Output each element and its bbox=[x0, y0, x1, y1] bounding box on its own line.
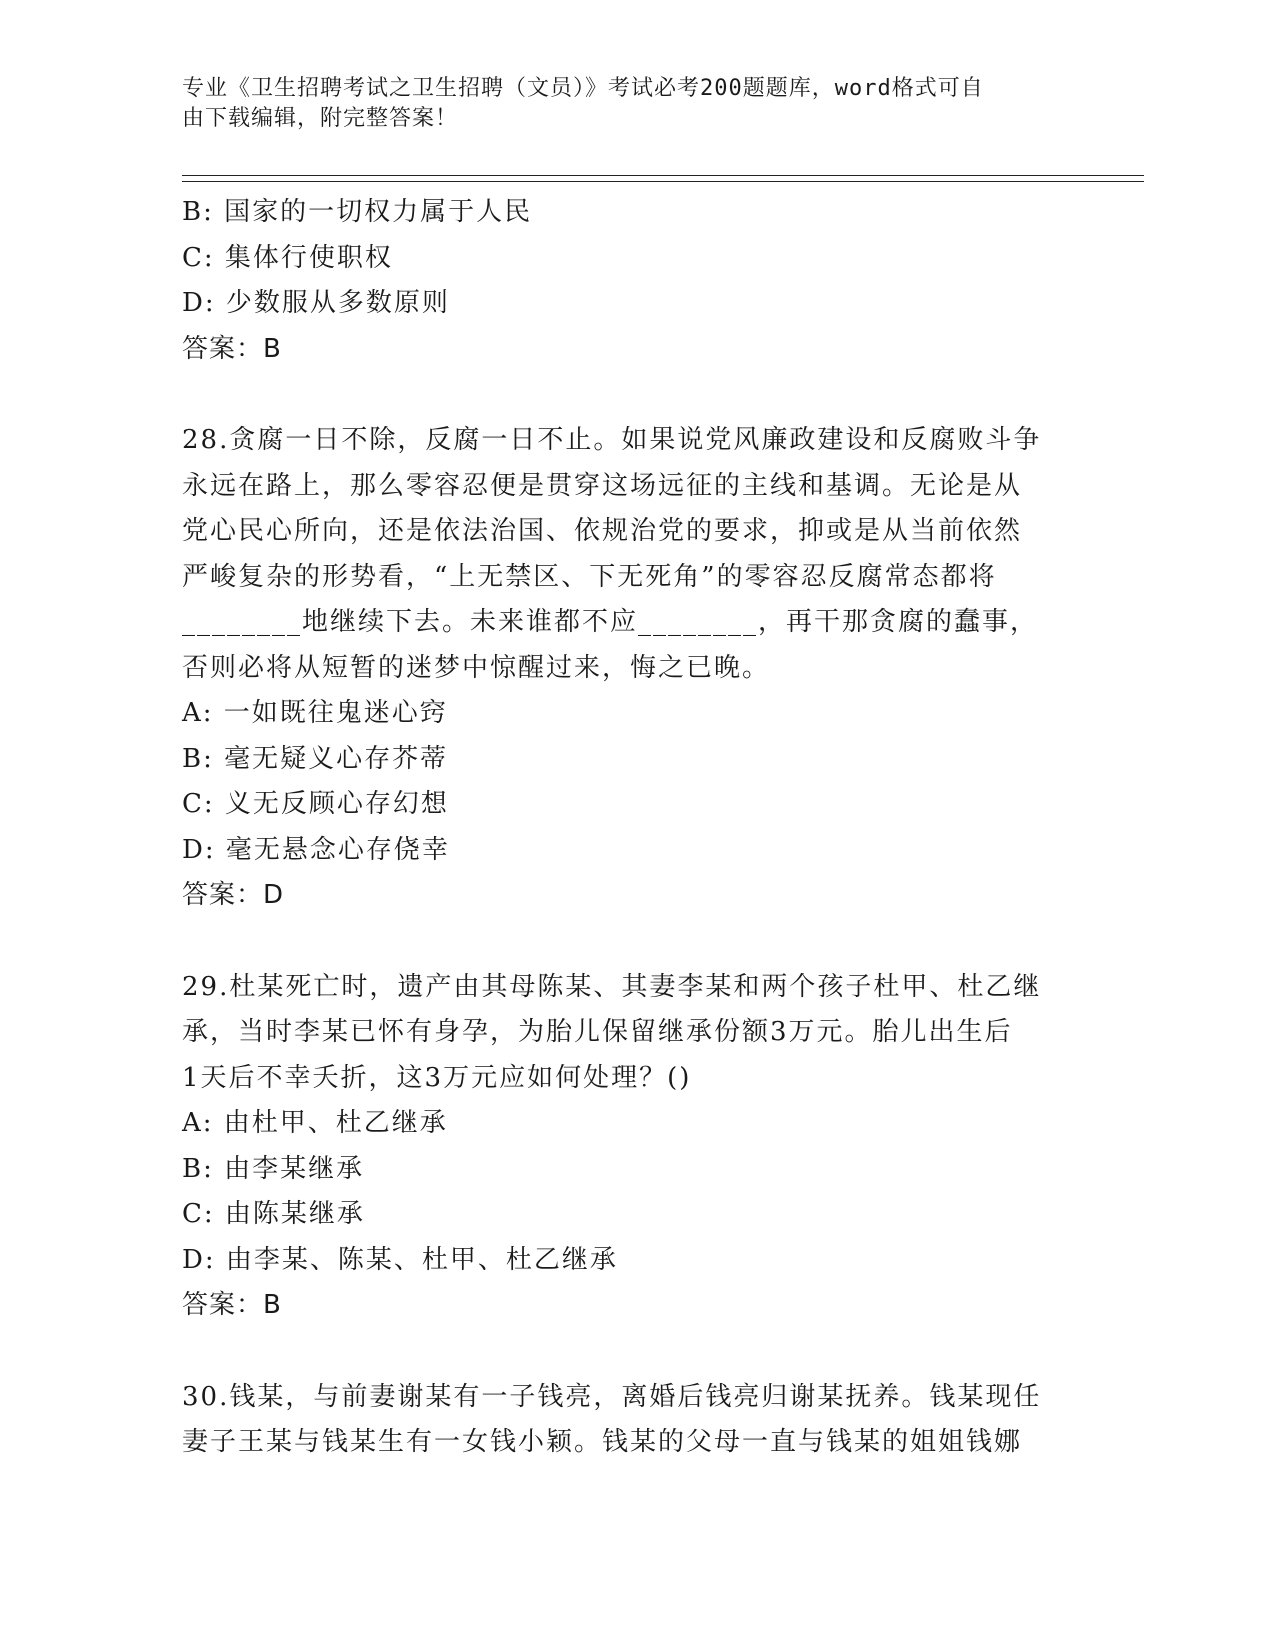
option-b: B: 毫无疑义心存芥蒂 bbox=[182, 743, 449, 774]
question-text bbox=[182, 418, 1062, 691]
spacer bbox=[182, 372, 1082, 418]
option-c: C: 义无反顾心存幻想 bbox=[182, 789, 449, 819]
question-line: 28.贪腐一日不除，反腐一日不止。如果说党风廉政建设和反腐败斗争 bbox=[182, 425, 1042, 455]
option-b: B: 由李某继承 bbox=[182, 1153, 365, 1184]
question-29 bbox=[182, 965, 1082, 1329]
option-a: A: 由杜甲、杜乙继承 bbox=[182, 1108, 448, 1138]
question-28 bbox=[182, 418, 1082, 919]
question-line: 妻子王某与钱某生有一女钱小颖。钱某的父母一直与钱某的姐姐钱娜 bbox=[182, 1427, 1023, 1457]
question-line: 1天后不幸夭折，这3万元应如何处理？() bbox=[182, 1062, 692, 1093]
spacer bbox=[182, 919, 1082, 965]
header-divider-bottom bbox=[182, 181, 1144, 182]
question-line: 党心民心所向，还是依法治国、依规治党的要求，抑或是从当前依然 bbox=[182, 516, 1023, 546]
option-a: A: 一如既往鬼迷心窍 bbox=[182, 698, 448, 728]
question-27 bbox=[182, 190, 1082, 372]
header-divider-top bbox=[182, 175, 1144, 176]
option-d: D: 少数服从多数原则 bbox=[182, 288, 450, 318]
question-line: 承，当时李某已怀有身孕，为胎儿保留继承份额3万元。胎儿出生后 bbox=[182, 1017, 1013, 1047]
question-30 bbox=[182, 1375, 1082, 1466]
spacer bbox=[182, 1329, 1082, 1375]
question-line: 永远在路上，那么零容忍便是贯穿这场远征的主线和基调。无论是从 bbox=[182, 470, 1023, 501]
document-header bbox=[182, 74, 1062, 134]
question-line: ________地继续下去。未来谁都不应________，再干那贪腐的蠢事， bbox=[182, 607, 1039, 637]
option-c: C: 集体行使职权 bbox=[182, 242, 393, 273]
option-d: D: 毫无悬念心存侥幸 bbox=[182, 834, 450, 865]
answer: 答案：B bbox=[182, 333, 282, 364]
option-b: B: 国家的一切权力属于人民 bbox=[182, 197, 533, 227]
document-body bbox=[182, 190, 1082, 1466]
answer: 答案：B bbox=[182, 1290, 282, 1320]
question-line: 30.钱某，与前妻谢某有一子钱亮，离婚后钱亮归谢某抚养。钱某现任 bbox=[182, 1381, 1042, 1412]
question-line: 否则必将从短暂的迷梦中惊醒过来，悔之已晚。 bbox=[182, 652, 771, 683]
question-line: 29.杜某死亡时，遗产由其母陈某、其妻李某和两个孩子杜甲、杜乙继 bbox=[182, 971, 1042, 1002]
question-text bbox=[182, 965, 1062, 1102]
question-text bbox=[182, 1375, 1062, 1466]
option-c: C: 由陈某继承 bbox=[182, 1199, 365, 1229]
question-line: 严峻复杂的形势看，“上无禁区、下无死角”的零容忍反腐常态都将 bbox=[182, 561, 997, 592]
answer: 答案：D bbox=[182, 880, 285, 910]
option-d: D: 由李某、陈某、杜甲、杜乙继承 bbox=[182, 1244, 618, 1275]
header-line-2: 由下载编辑，附完整答案！ bbox=[182, 106, 459, 131]
header-line-1: 专业《卫生招聘考试之卫生招聘（文员）》考试必考200题题库，word格式可自 bbox=[182, 76, 984, 101]
